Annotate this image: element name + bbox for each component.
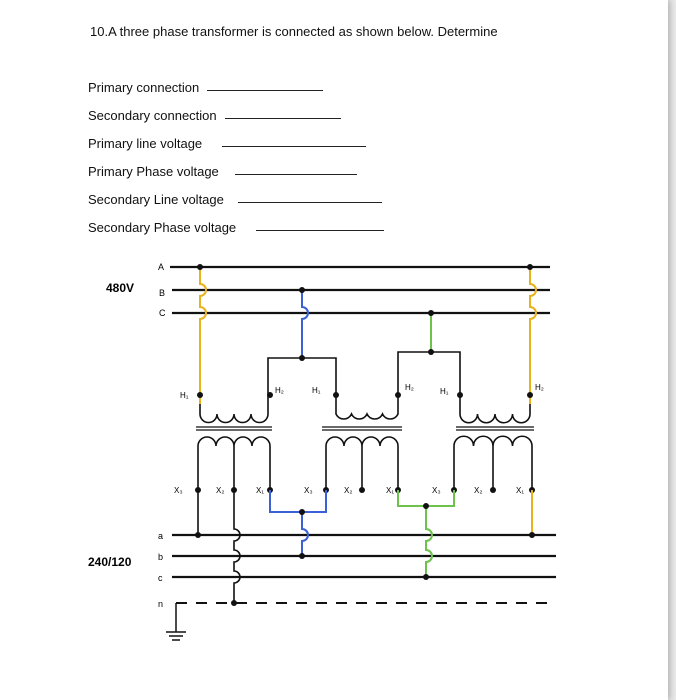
line-label-A: A [158,262,165,272]
primary-coil [200,404,268,423]
terminal-label-x2: X₂ [474,486,483,495]
polarity-dot [527,392,533,398]
polarity-dot [267,392,273,398]
field-label: Secondary Line voltage [88,192,224,207]
junction-dot [197,264,203,270]
answer-blank[interactable] [207,89,323,91]
line-label-B: B [159,288,166,298]
wire-to-c [426,506,432,577]
junction-dot [299,287,305,293]
junction-dot [428,310,434,316]
wire-t2-h2-t3-h1 [398,352,460,404]
question-text: 10.A three phase transformer is connected as shown below. Determine [90,24,498,39]
terminal-label-h1: H₁ [440,387,449,396]
ground-icon [166,603,186,640]
primary-coil [460,404,530,423]
answer-blank[interactable] [225,117,341,119]
terminal-label-h2: H₂ [405,383,414,392]
line-label-C: C [159,308,166,318]
polarity-dot [395,392,401,398]
field-label: Secondary Phase voltage [88,220,237,235]
wire-t1-x2-neutral [234,490,240,603]
polarity-dot [197,392,203,398]
line-label-a: a [158,531,164,541]
terminal-label-x1: X₁ [256,486,265,495]
field-primary-line-voltage [88,136,366,151]
junction-dot [423,574,429,580]
field-label: Secondary connection [88,108,217,123]
wire-t1-x1-t2-x3 [270,490,326,512]
line-label-c: c [158,573,163,583]
primary-coil [336,404,398,419]
secondary-voltage-label: 240/120 [88,555,132,569]
terminal-label-x1: X₁ [516,486,525,495]
terminal-label-h1: H₁ [312,386,321,395]
answer-blank[interactable] [235,173,357,175]
answer-blank[interactable] [222,145,366,147]
field-secondary-phase-voltage [88,220,384,235]
terminal-label-x3: X₃ [174,486,183,495]
terminal-label-h2: H₂ [275,386,284,395]
terminal-dot [490,487,496,493]
junction-dot [231,600,237,606]
terminal-label-x1: X₁ [386,486,395,495]
junction-dot [428,349,434,355]
polarity-dot [333,392,339,398]
junction-dot [299,355,305,361]
junction-dot [299,509,305,515]
terminal-dot [359,487,365,493]
terminal-label-x3: X₃ [432,486,441,495]
polarity-dot [457,392,463,398]
field-secondary-connection [88,108,341,123]
junction-dot [299,553,305,559]
junction-dot [527,264,533,270]
field-primary-phase-voltage [88,164,357,179]
line-label-n: n [158,599,164,609]
wire-b-tap [302,290,308,358]
terminal-label-x2: X₂ [344,486,353,495]
answer-blank[interactable] [256,229,384,231]
junction-dot [423,503,429,509]
wire-t1-h1 [200,267,206,404]
terminal-label-x2: X₂ [216,486,225,495]
terminal-label-h1: H₁ [180,391,189,400]
line-label-b: b [158,552,164,562]
field-label: Primary connection [88,80,200,95]
wire-t1-h2-t2-h1 [268,358,336,404]
answer-blank[interactable] [238,201,382,203]
field-label: Primary line voltage [88,136,203,151]
junction-dot [195,532,201,538]
field-label: Primary Phase voltage [88,164,219,179]
field-primary-connection [88,80,323,95]
junction-dot [529,532,535,538]
field-secondary-line-voltage [88,192,382,207]
transformer-diagram [0,250,668,700]
terminal-label-x3: X₃ [304,486,313,495]
terminal-label-h2: H₂ [535,383,544,392]
primary-voltage-label: 480V [106,281,135,295]
transformer-3 [432,383,544,495]
